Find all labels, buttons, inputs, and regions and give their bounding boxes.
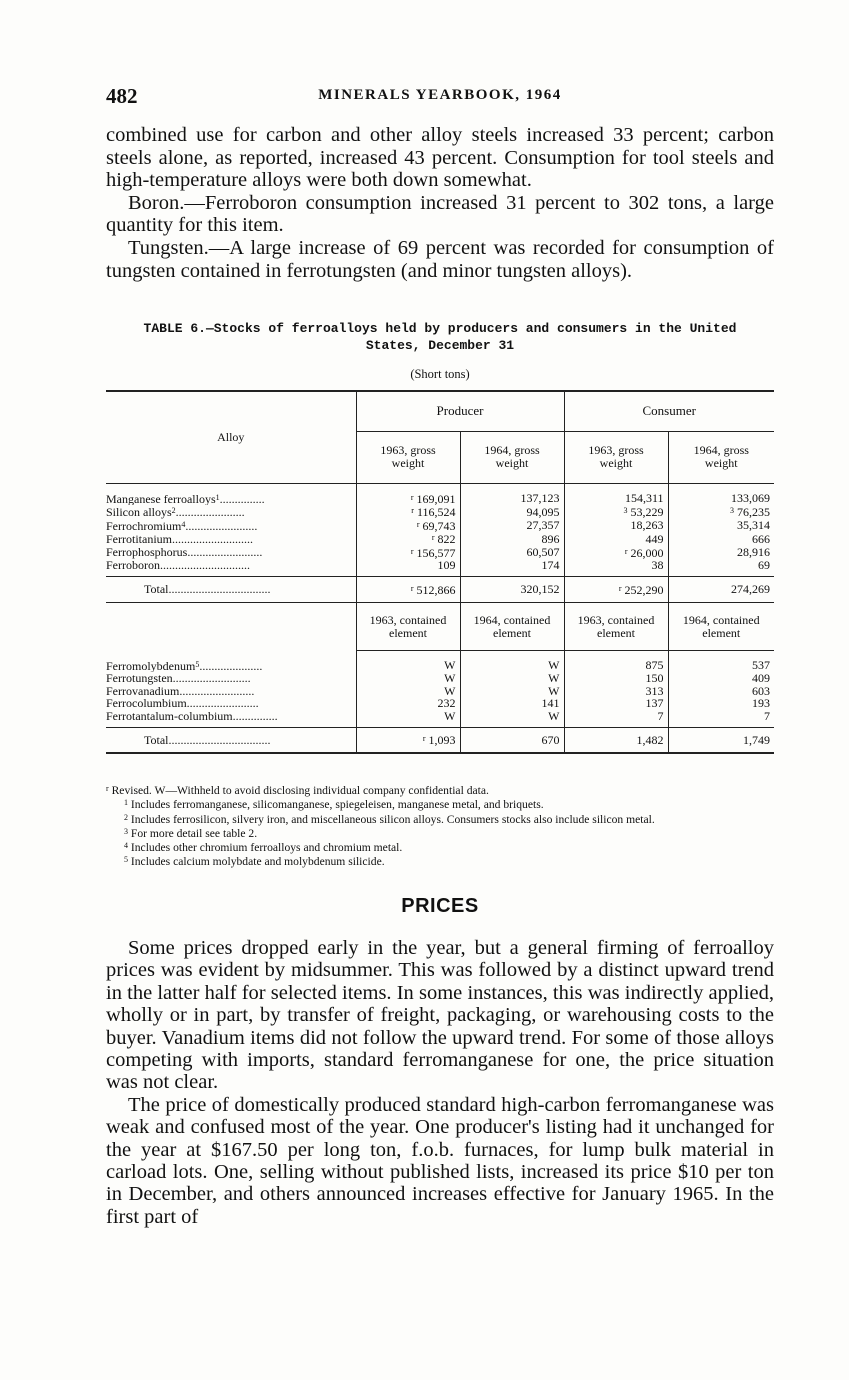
alloy-name-cell: Ferroboron.............................. — [106, 559, 250, 572]
page-number: 482 — [106, 84, 138, 108]
prices-paragraph-1: Some prices dropped early in the year, but a general firming of ferroalloy prices was evident by midsummer. This was followed by a distinct upward trend in the latter half for selected items. In some instances, this was indirectly applied, wholly or in part, by transfer of freight, packaging, or warehousing costs to the buyer. Vanadium items did not follow the upward trend. For some of those alloys competing with imports, standard ferromanganese for one, the price situation was not clear. — [106, 937, 774, 1094]
value-footnote-mark: r — [431, 533, 435, 542]
table-cell: 896 — [460, 532, 564, 546]
alloy-name-cell: Ferromolybdenum$^5$..................... — [106, 658, 263, 672]
alloy-name-cell: Silicon alloys$^2$....................... — [106, 505, 245, 519]
table-cell: W — [460, 659, 564, 673]
footnote-mark: 4 — [124, 841, 128, 851]
alloy-name-cell: Total.................................. — [106, 577, 356, 603]
value-footnote-mark: r — [410, 492, 414, 502]
alloy-column-header: Alloy — [106, 391, 356, 483]
table-cell: 150 — [564, 672, 668, 685]
table-cell: 133,069 — [668, 492, 774, 506]
table-row — [106, 546, 774, 560]
table-cell: 141 — [460, 697, 564, 710]
table-spacer-cell — [106, 651, 356, 659]
table-cell: $^3$ 53,229 — [564, 505, 668, 519]
table-cell: 174 — [460, 559, 564, 572]
alloy-name-cell: Ferrotitanium........................... — [106, 532, 253, 546]
column-subheader: 1964, gross weight — [460, 431, 564, 483]
table-cell: 449 — [564, 532, 668, 546]
footnote-mark: r — [106, 784, 109, 793]
table-cell: 28,916 — [668, 546, 774, 560]
table-total-cell: 274,269 — [668, 577, 774, 603]
alloy-name-cell: Ferrophosphorus......................... — [106, 545, 263, 559]
table-total-cell: $^r$ 1,093 — [356, 727, 460, 753]
table-spacer-cell — [356, 484, 460, 492]
table-cell: $^r$ 26,000 — [564, 546, 668, 560]
table-row — [106, 492, 774, 506]
section-title: PRICES — [401, 895, 479, 917]
table-cell: 38 — [564, 559, 668, 572]
table-row — [106, 697, 774, 710]
ferroalloy-stocks-table — [106, 390, 774, 754]
table-total-cell: 320,152 — [460, 577, 564, 603]
intro-paragraph: combined use for carbon and other alloy steels increased 33 percent; carbon steels alone, as reported, increased 43 percent. Consumption for tool steels and high-temperature alloys were both down somewhat. — [106, 124, 774, 192]
alloy-footnote-mark: 5 — [195, 659, 200, 669]
table-row — [106, 672, 774, 685]
producer-group-header: Producer — [356, 391, 564, 431]
column-subheader: 1963, contained element — [356, 603, 460, 651]
table-cell: 69 — [668, 559, 774, 572]
table-cell: 18,263 — [564, 519, 668, 533]
table-total-row — [106, 577, 774, 603]
table-cell: 7 — [668, 710, 774, 723]
value-footnote-mark: r — [410, 546, 414, 556]
page-header — [106, 84, 774, 108]
table-cell: 875 — [564, 659, 668, 673]
column-subheader: 1964, contained element — [668, 603, 774, 651]
table-cell: $^r$ 116,524 — [356, 505, 460, 519]
table-row — [106, 505, 774, 519]
footnote: $^4$ Includes other chromium ferroalloys and chromium metal. — [124, 841, 403, 855]
table-cell: $^r$ 156,577 — [356, 546, 460, 560]
table-cell: 193 — [668, 697, 774, 710]
table-cell: 60,507 — [460, 546, 564, 560]
footnote: $^3$ For more detail see table 2. — [124, 826, 258, 840]
tungsten-runin: Tungsten. — [128, 236, 209, 259]
table-caption — [106, 320, 774, 354]
column-subheader: 1963, gross weight — [356, 431, 460, 483]
table-cell: 35,314 — [668, 519, 774, 533]
table-body — [106, 391, 774, 753]
table-cell: 7 — [564, 710, 668, 723]
footnote-list — [106, 783, 774, 869]
value-footnote-mark: r — [422, 734, 426, 743]
table-spacer-cell — [106, 603, 356, 651]
value-footnote-mark: r — [411, 506, 414, 515]
table-cell: $^r$ 822 — [356, 532, 460, 546]
table-cell: 154,311 — [564, 492, 668, 506]
table-cell: W — [460, 685, 564, 698]
table-cell: $^r$ 69,743 — [356, 519, 460, 533]
value-footnote-mark: r — [416, 519, 420, 529]
table-cell: W — [460, 672, 564, 685]
table-row — [106, 532, 774, 546]
table-cell: $^r$ 169,091 — [356, 492, 460, 506]
table-cell: 603 — [668, 685, 774, 698]
table-total-cell: 670 — [460, 727, 564, 753]
prices-paragraph-2: The price of domestically produced standard high-carbon ferromanganese was weak and confused most of the year. One producer's listing had it unchanged for the year at $167.50 per long ton, f.o.b. furnaces, for lump bulk material in carload lots. One, selling without published lists, increased its price $10 per ton in December, and others announced increases effective for January 1965. In the first part of — [106, 1093, 774, 1228]
alloy-name-cell: Ferrotungsten.......................... — [106, 672, 251, 685]
column-subheader: 1964, contained element — [460, 603, 564, 651]
table-row — [106, 659, 774, 673]
footnote-mark: 5 — [124, 855, 128, 865]
table-cell: 109 — [356, 559, 460, 572]
alloy-name-cell: Ferrocolumbium........................ — [106, 697, 259, 710]
table-cell: 137 — [564, 697, 668, 710]
table-cell: W — [356, 659, 460, 673]
consumer-group-header: Consumer — [564, 391, 774, 431]
footnote-mark: 2 — [124, 812, 128, 822]
alloy-name-cell: Ferrovanadium......................... — [106, 684, 255, 697]
table-cell: 537 — [668, 659, 774, 673]
footnote: $^2$ Includes ferrosilicon, silvery iron, and miscellaneous silicon alloys. Consumers stocks also include silicon metal. — [124, 812, 655, 826]
table-caption-line-2: States, December 31 — [365, 338, 515, 353]
table-subheader-row — [106, 603, 774, 651]
table-caption-line-1: TABLE 6.—Stocks of ferroalloys held by producers and consumers in the United — [143, 321, 737, 336]
alloy-footnote-mark: 1 — [215, 492, 220, 502]
intro-text — [106, 124, 774, 282]
table-cell: 409 — [668, 672, 774, 685]
table-total-cell: $^r$ 252,290 — [564, 577, 668, 603]
table-spacer-row — [106, 484, 774, 492]
boron-runin: Boron. — [128, 191, 185, 214]
table-cell: 232 — [356, 697, 460, 710]
table-spacer-cell — [106, 484, 356, 492]
alloy-name-cell: Total.................................. — [106, 727, 356, 753]
footnote: $^r$ Revised. W—Withheld to avoid disclosing individual company confidential data. — [106, 784, 489, 797]
footnote-mark: 1 — [124, 798, 128, 808]
alloy-name-cell: Ferrochromium$^4$........................ — [106, 518, 258, 532]
table-footnotes — [106, 783, 774, 869]
running-title: MINERALS YEARBOOK, 1964 — [318, 87, 562, 103]
boron-text: —Ferroboron consumption increased 31 percent to 302 tons, a large quantity for this item. — [106, 191, 774, 237]
column-subheader: 1963, contained element — [564, 603, 668, 651]
column-subheader: 1963, gross weight — [564, 431, 668, 483]
table-row — [106, 710, 774, 723]
table-cell: 137,123 — [460, 492, 564, 506]
value-footnote-mark: 3 — [730, 506, 734, 515]
table-cell: W — [356, 672, 460, 685]
alloy-footnote-mark: 2 — [171, 506, 176, 515]
table-cell: $^3$ 76,235 — [668, 505, 774, 519]
alloy-footnote-mark: 4 — [181, 519, 186, 529]
table-spacer-row — [106, 651, 774, 659]
table-units: (Short tons) — [410, 367, 470, 381]
table-cell: 313 — [564, 685, 668, 698]
table-header-row — [106, 391, 774, 431]
table-cell: 27,357 — [460, 519, 564, 533]
value-footnote-mark: r — [624, 546, 628, 556]
table-cell: 666 — [668, 532, 774, 546]
value-footnote-mark: r — [410, 583, 414, 593]
alloy-name-cell: Manganese ferroalloys$^1$............... — [106, 491, 265, 505]
table-row — [106, 519, 774, 533]
table-cell: W — [356, 710, 460, 723]
value-footnote-mark: r — [618, 583, 622, 593]
boron-paragraph — [106, 192, 774, 237]
table-total-cell: 1,482 — [564, 727, 668, 753]
footnote: $^1$ Includes ferromanganese, silicomanganese, spiegeleisen, manganese metal, and briquets. — [124, 798, 544, 812]
table-total-cell: $^r$ 512,866 — [356, 577, 460, 603]
table-cell: 94,095 — [460, 505, 564, 519]
column-subheader: 1964, gross weight — [668, 431, 774, 483]
table-total-row — [106, 727, 774, 753]
footnote: $^5$ Includes calcium molybdate and molybdenum silicide. — [124, 855, 385, 869]
table-row — [106, 559, 774, 572]
prices-text — [106, 937, 774, 1228]
table-cell: W — [356, 685, 460, 698]
footnote-mark: 3 — [124, 826, 128, 836]
tungsten-text: —A large increase of 69 percent was recorded for consumption of tungsten contained in ferrotungsten (and minor tungsten alloys). — [106, 236, 774, 282]
tungsten-paragraph — [106, 237, 774, 282]
value-footnote-mark: 3 — [623, 506, 628, 515]
alloy-name-cell: Ferrotantalum-columbium............... — [106, 709, 278, 722]
table-cell: W — [460, 710, 564, 723]
table-total-cell: 1,749 — [668, 727, 774, 753]
